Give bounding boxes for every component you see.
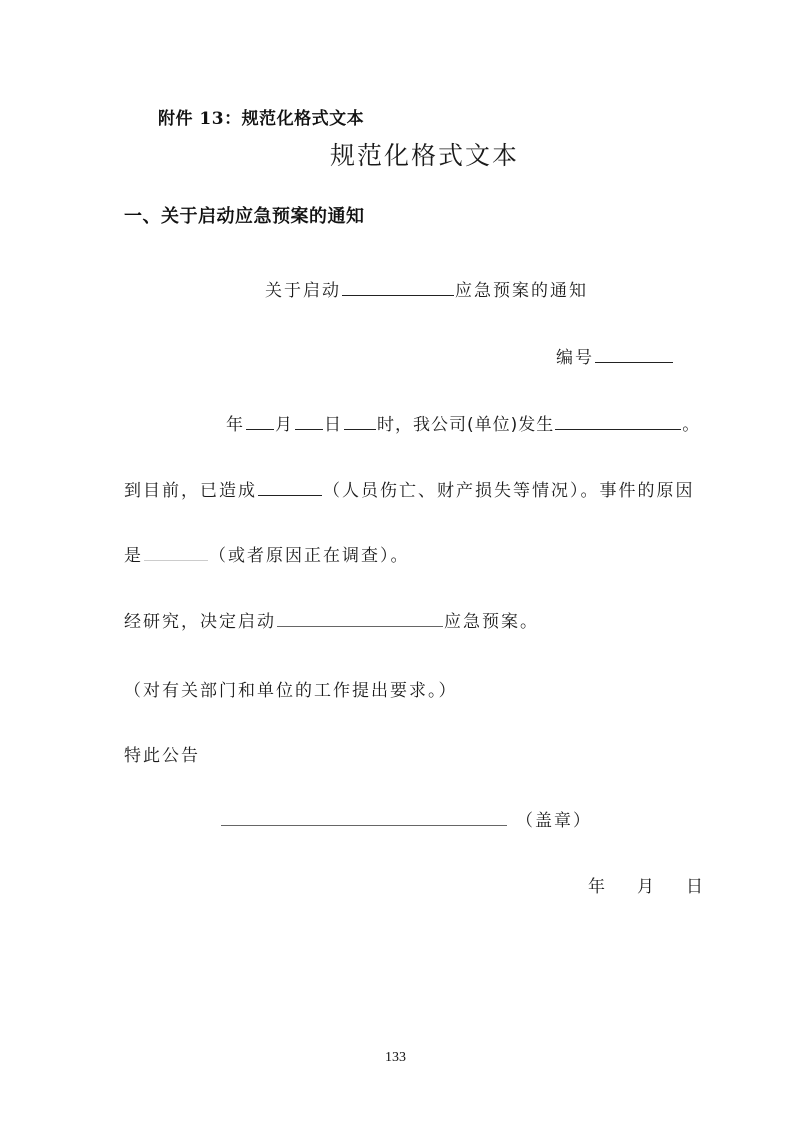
- page-number: 133: [385, 1050, 406, 1065]
- casualty-blank[interactable]: [258, 478, 322, 496]
- cause-blank[interactable]: [144, 543, 208, 561]
- casualty-suffix: （人员伤亡、财产损失等情况）。事件的原因: [323, 481, 695, 501]
- decision-suffix: 应急预案。: [444, 612, 539, 632]
- event-blank[interactable]: [555, 412, 681, 430]
- casualty-prefix: 到目前，已造成: [124, 481, 257, 501]
- section-heading: 一、关于启动应急预案的通知: [124, 206, 365, 227]
- cause-suffix: （或者原因正在调查）。: [209, 546, 410, 566]
- announcement-line: 特此公告: [124, 746, 200, 766]
- decision-line: [124, 607, 539, 632]
- day-label: 日: [324, 415, 343, 435]
- notice-number: [556, 343, 674, 368]
- cause-line: [124, 541, 410, 566]
- day-blank[interactable]: [295, 412, 323, 430]
- month-label: 月: [275, 415, 294, 435]
- cause-prefix: 是: [124, 546, 143, 566]
- casualty-line: [124, 476, 695, 501]
- seal-line: [220, 806, 592, 831]
- notice-subtitle: [265, 276, 588, 301]
- attachment-heading: 附件 13：规范化格式文本: [158, 109, 365, 129]
- plan-blank[interactable]: [277, 609, 443, 627]
- page-title: 规范化格式文本: [330, 141, 520, 170]
- organization-signature-blank[interactable]: [221, 808, 507, 826]
- decision-prefix: 经研究，决定启动: [124, 612, 276, 632]
- month-blank[interactable]: [246, 412, 274, 430]
- number-label: 编号: [556, 348, 594, 368]
- subtitle-prefix: 关于启动: [265, 281, 341, 301]
- date-year-label: 年: [588, 877, 607, 897]
- year-label: 年: [226, 415, 245, 435]
- seal-label: （盖章）: [516, 811, 592, 831]
- hour-text: 时，我公司(单位)发生: [377, 415, 555, 435]
- period: 。: [682, 415, 702, 435]
- date-line: [588, 872, 705, 897]
- hour-blank[interactable]: [344, 412, 376, 430]
- emergency-plan-name-blank[interactable]: [342, 278, 454, 296]
- requirements-line: （对有关部门和单位的工作提出要求。）: [124, 681, 458, 701]
- number-blank[interactable]: [595, 345, 673, 363]
- subtitle-suffix: 应急预案的通知: [455, 281, 588, 301]
- occurrence-line: [226, 410, 701, 435]
- date-month-label: 月: [637, 877, 656, 897]
- date-day-label: 日: [686, 877, 705, 897]
